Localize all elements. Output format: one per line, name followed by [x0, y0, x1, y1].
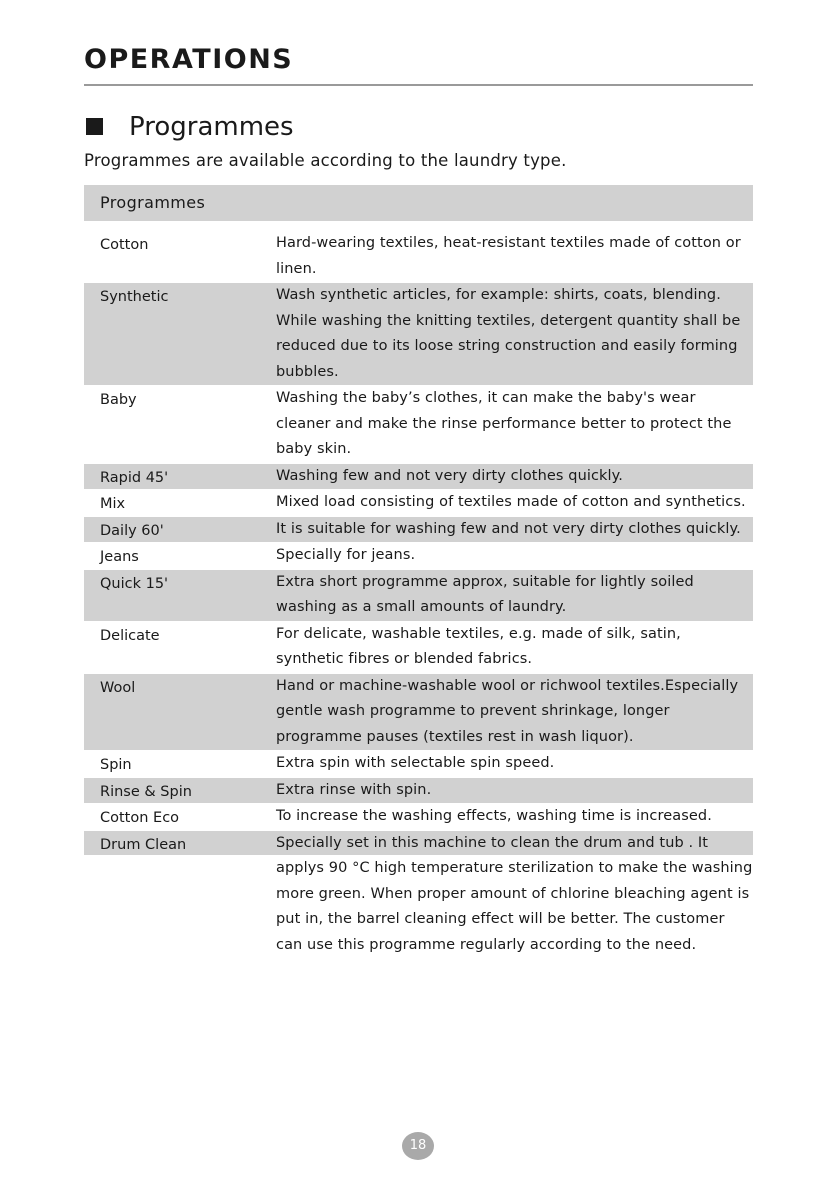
programme-name: Quick 15' — [100, 575, 169, 592]
bullet-square-icon — [86, 118, 103, 135]
title-divider — [84, 84, 753, 86]
intro-text: Programmes are available according to the laundry type. — [84, 151, 567, 170]
table-row — [84, 674, 753, 751]
table-row — [84, 543, 753, 569]
programme-description: Washing the baby’s clothes, it can make the baby's wear cleaner and make the rinse performance better to protect the baby skin. — [276, 390, 732, 457]
programme-description: Washing few and not very dirty clothes quickly. — [276, 467, 624, 484]
programme-name: Delicate — [100, 627, 160, 644]
table-row — [84, 517, 753, 543]
programme-name: Mix — [100, 496, 126, 512]
programme-name: Cotton — [100, 237, 149, 253]
table-row — [84, 778, 753, 804]
page-number: 18 — [402, 1132, 434, 1160]
programme-description: Mixed load consisting of textiles made of cotton and synthetics. — [276, 494, 746, 510]
programme-name: Cotton Eco — [100, 810, 180, 826]
table-row — [84, 751, 753, 777]
programme-description: Hand or machine-washable wool or richwool textiles.Especially gentle wash programme to prevent shrinkage, longer programme pauses (textiles rest in wash liquor). — [276, 677, 739, 745]
table-row — [84, 464, 753, 490]
programme-name: Synthetic — [100, 289, 169, 305]
programme-description: Wash synthetic articles, for example: shirts, coats, blending. While washing the knitting textiles, detergent quantity shall be reduced due to its loose string construction and easily forming bubbles. — [276, 287, 741, 380]
programme-description: Hard-wearing textiles, heat-resistant textiles made of cotton or linen. — [276, 235, 741, 277]
table-row — [84, 231, 753, 282]
table-header: Programmes — [84, 185, 753, 221]
programme-description: Extra spin with selectable spin speed. — [276, 755, 555, 771]
table-row — [84, 804, 753, 830]
programme-name: Baby — [100, 392, 137, 408]
programme-description: For delicate, washable textiles, e.g. made of silk, satin, synthetic fibres or blended fabrics. — [276, 625, 681, 667]
programme-description: To increase the washing effects, washing time is increased. — [276, 808, 712, 824]
table-row — [84, 831, 753, 959]
table-row — [84, 570, 753, 621]
programme-name: Jeans — [100, 549, 139, 565]
programme-name: Rapid 45' — [100, 469, 169, 486]
section-title: OPERATIONS — [84, 44, 294, 75]
programme-description: Extra rinse with spin. — [276, 781, 432, 798]
programme-name: Spin — [100, 757, 132, 773]
table-row — [84, 490, 753, 516]
table-row — [84, 622, 753, 673]
programme-description: Specially for jeans. — [276, 547, 416, 563]
subsection-title: Programmes — [129, 112, 294, 142]
programme-description: It is suitable for washing few and not very dirty clothes quickly. — [276, 520, 741, 537]
programme-description — [264, 831, 753, 959]
table-row — [84, 386, 753, 463]
programme-name: Wool — [100, 679, 136, 696]
programme-description: Extra short programme approx, suitable for lightly soiled washing as a small amounts of laundry. — [276, 573, 694, 615]
programme-description-text: Specially set in this machine to clean the drum and tub . It applys 90 °C high temperature sterilization to make the washing more green. When proper amount of chlorine bleaching agent is put in, the barrel cleaning effect will be better. The customer can use this programme regularly according to the need. — [276, 834, 753, 953]
table-row — [84, 283, 753, 385]
programmes-table — [84, 185, 753, 959]
programme-name: Drum Clean — [84, 831, 264, 855]
programme-name: Daily 60' — [100, 522, 164, 539]
programme-name: Rinse & Spin — [100, 783, 192, 800]
